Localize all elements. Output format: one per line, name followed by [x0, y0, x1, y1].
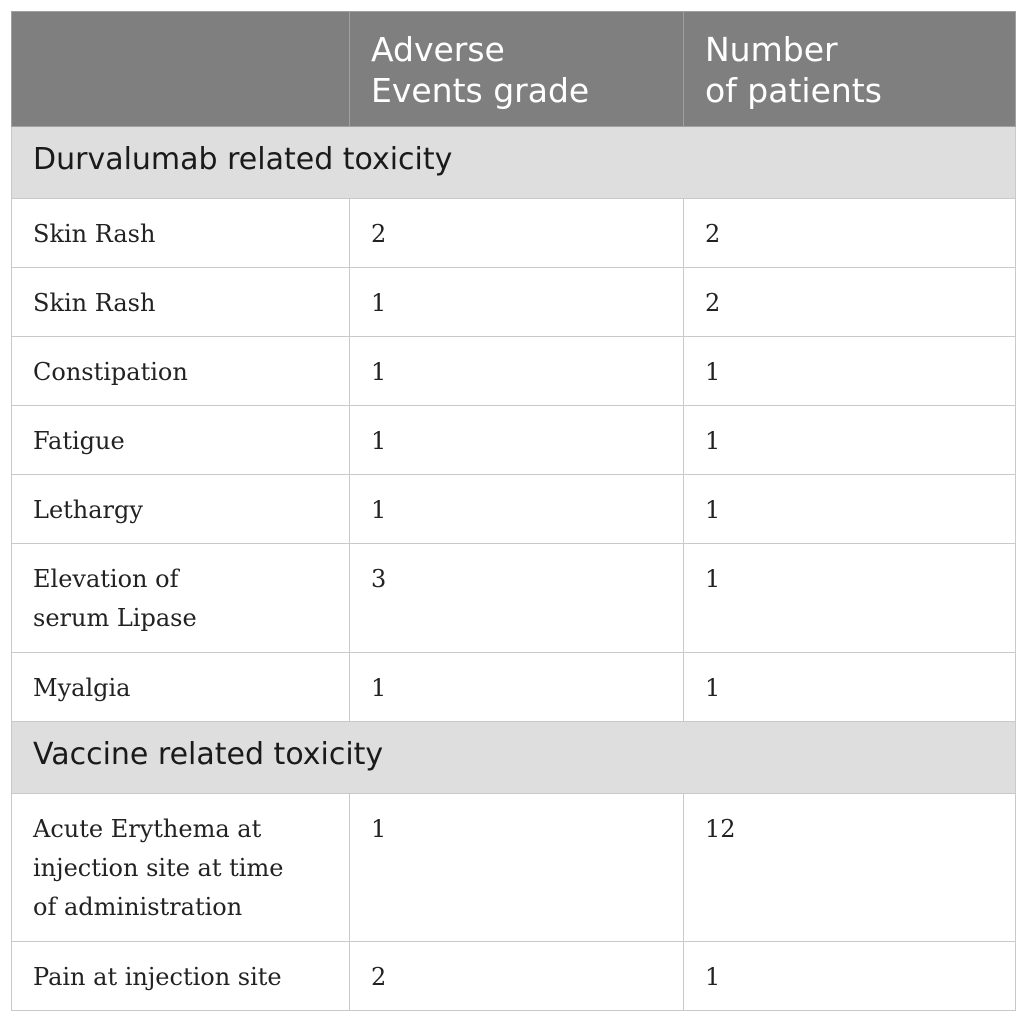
- section-row: [12, 127, 1016, 199]
- header-grade: Adverse Events grade: [350, 12, 684, 127]
- section-title: Durvalumab related toxicity: [12, 127, 1016, 199]
- cell-patients: 1: [684, 653, 1016, 722]
- section-row: [12, 722, 1016, 794]
- table-row: [12, 942, 1016, 1011]
- header-patients: Number of patients: [684, 12, 1016, 127]
- cell-grade: 1: [350, 794, 684, 942]
- cell-grade: 1: [350, 653, 684, 722]
- cell-event: Fatigue: [12, 406, 350, 475]
- cell-patients: 1: [684, 942, 1016, 1011]
- cell-patients: 2: [684, 199, 1016, 268]
- cell-event: Skin Rash: [12, 199, 350, 268]
- cell-grade: 1: [350, 406, 684, 475]
- table-row: [12, 475, 1016, 544]
- cell-event: Elevation of serum Lipase: [12, 544, 350, 653]
- cell-grade: 1: [350, 337, 684, 406]
- cell-grade: 1: [350, 268, 684, 337]
- table-row: [12, 199, 1016, 268]
- cell-patients: 1: [684, 406, 1016, 475]
- cell-patients: 2: [684, 268, 1016, 337]
- cell-grade: 3: [350, 544, 684, 653]
- header-event: [12, 12, 350, 127]
- cell-patients: 12: [684, 794, 1016, 942]
- table-row: [12, 406, 1016, 475]
- cell-event: Pain at injection site: [12, 942, 350, 1011]
- table-row: [12, 337, 1016, 406]
- section-title: Vaccine related toxicity: [12, 722, 1016, 794]
- table-row: [12, 653, 1016, 722]
- cell-patients: 1: [684, 544, 1016, 653]
- cell-event: Lethargy: [12, 475, 350, 544]
- cell-grade: 2: [350, 199, 684, 268]
- cell-grade: 1: [350, 475, 684, 544]
- header-row: [12, 12, 1016, 127]
- cell-grade: 2: [350, 942, 684, 1011]
- cell-event: Myalgia: [12, 653, 350, 722]
- cell-patients: 1: [684, 337, 1016, 406]
- table-row: [12, 268, 1016, 337]
- table-row: [12, 544, 1016, 653]
- table-row: [12, 794, 1016, 942]
- cell-event: Skin Rash: [12, 268, 350, 337]
- cell-event: Acute Erythema at injection site at time of administration: [12, 794, 350, 942]
- cell-event: Constipation: [12, 337, 350, 406]
- adverse-events-table: [11, 11, 1016, 1011]
- cell-patients: 1: [684, 475, 1016, 544]
